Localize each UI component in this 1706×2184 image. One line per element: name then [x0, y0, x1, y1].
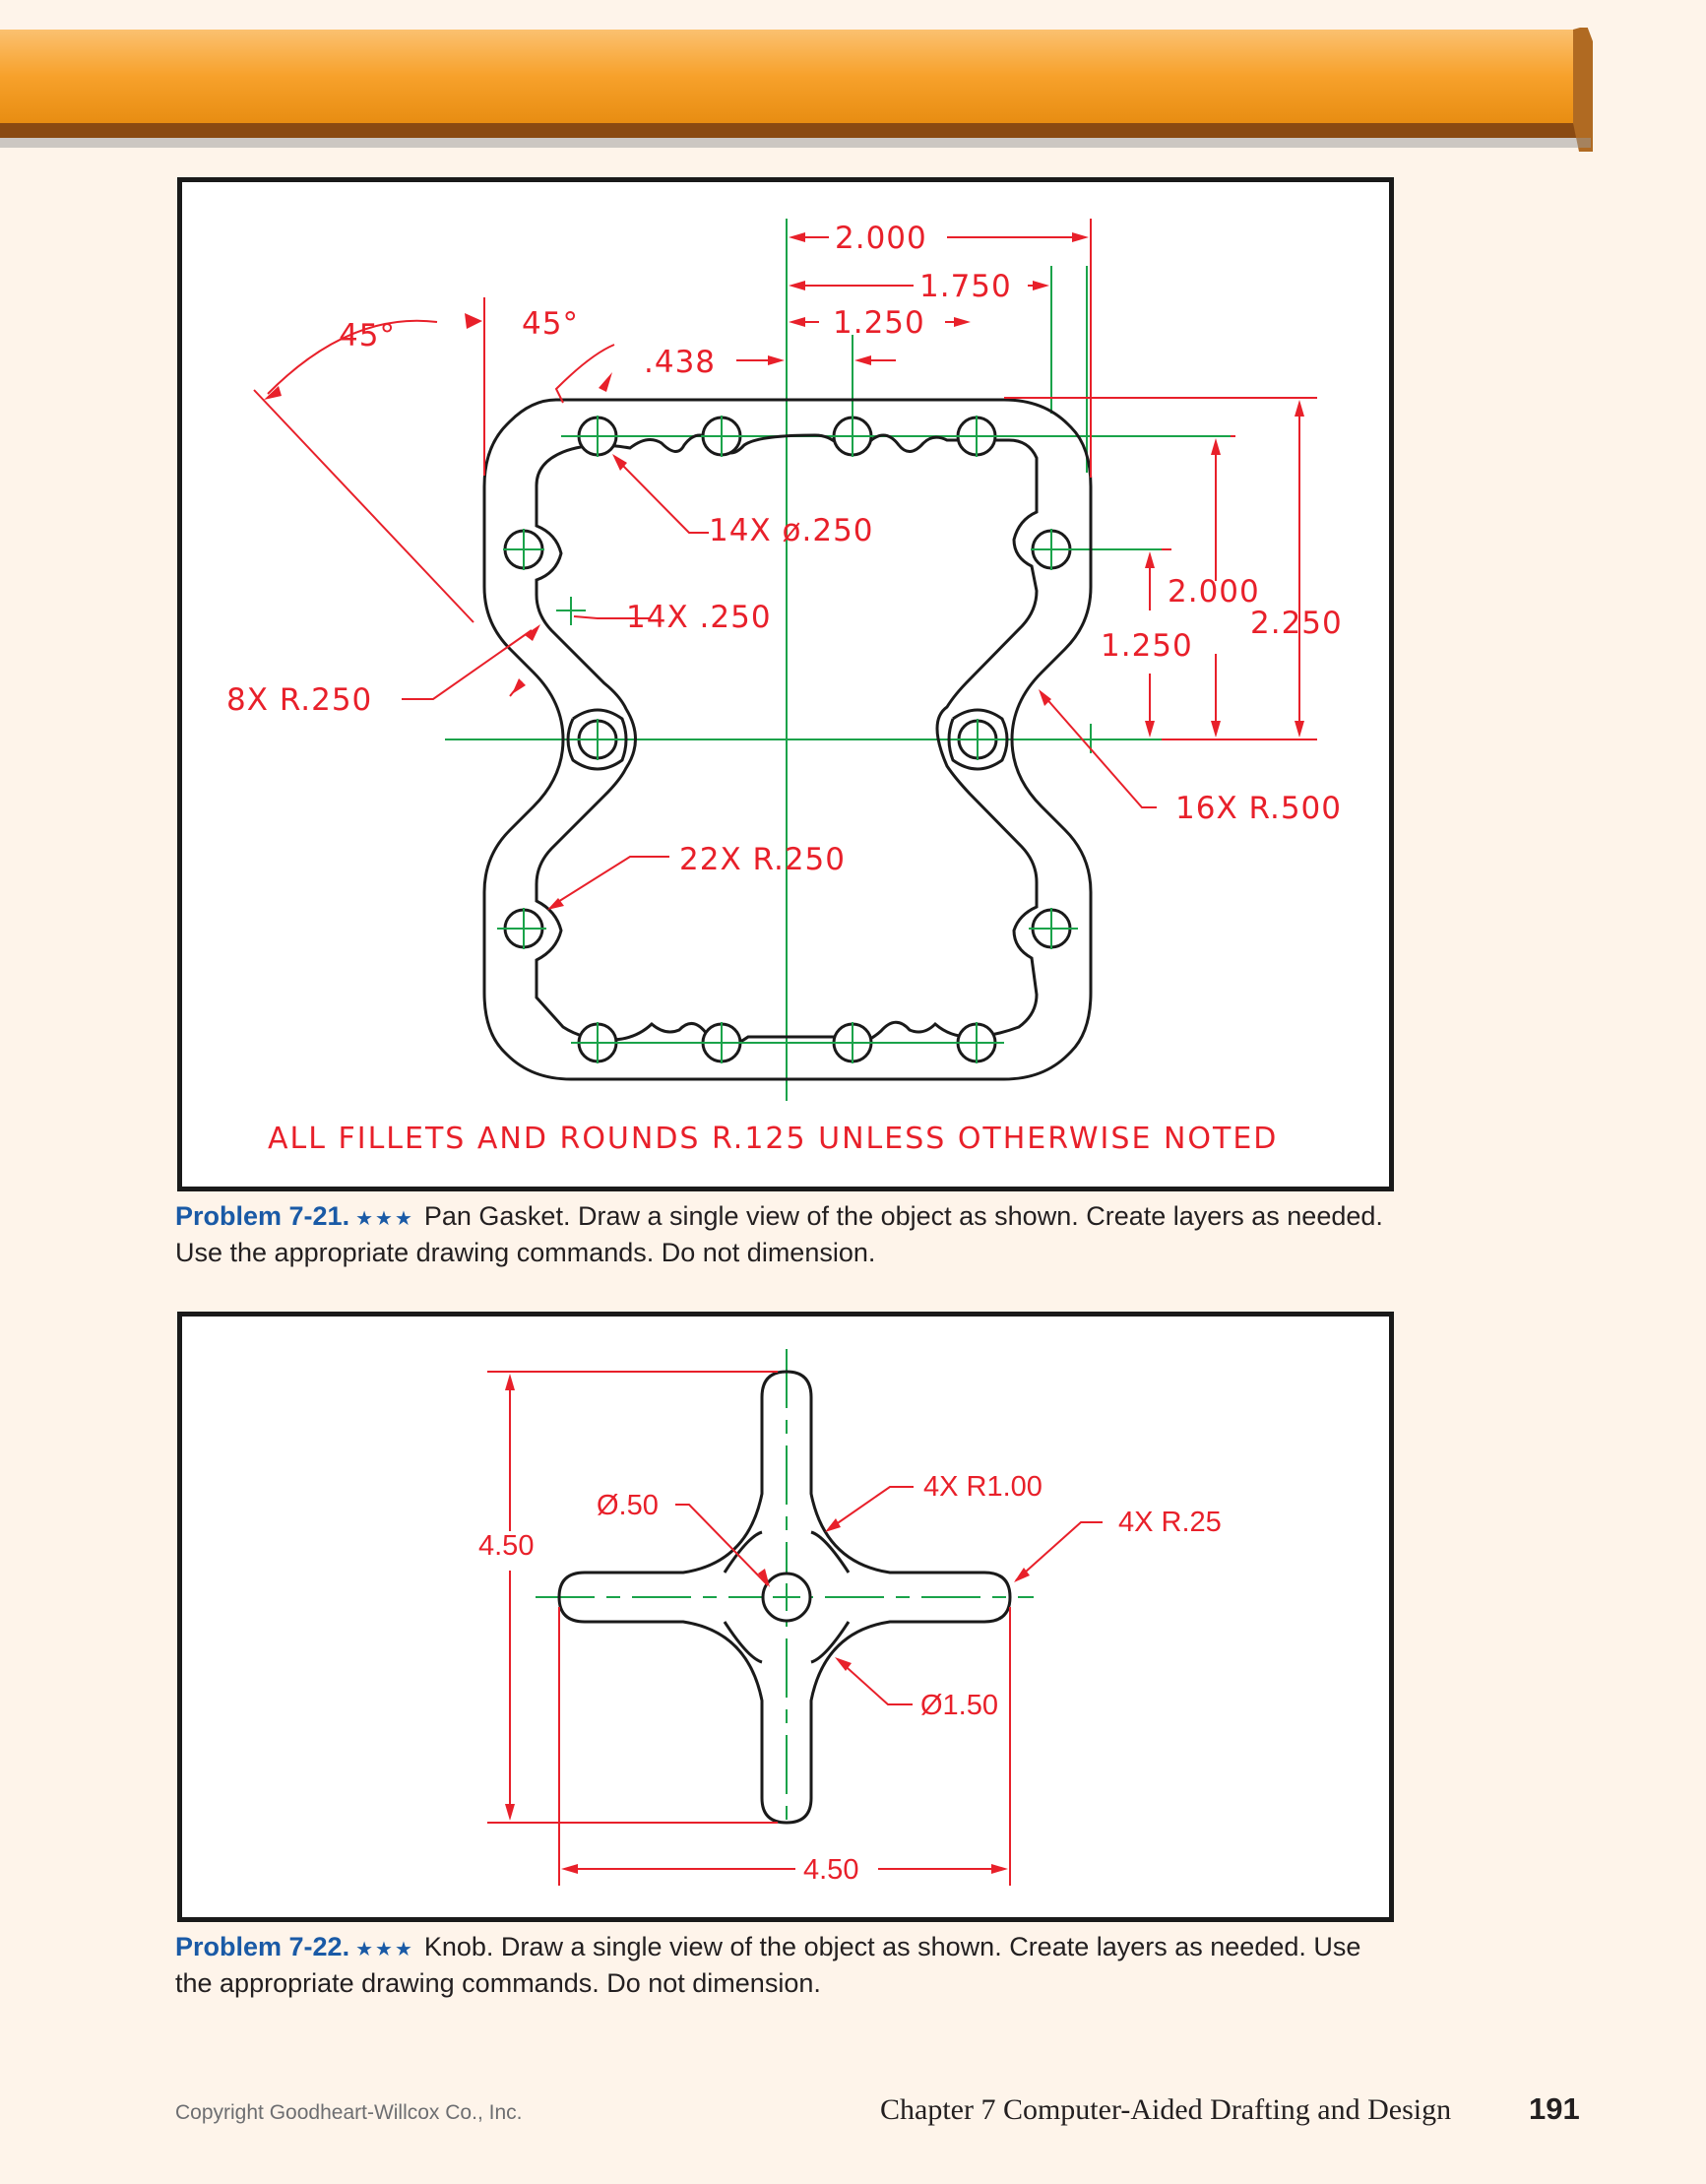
dim-knob-height: 4.50	[478, 1530, 535, 1562]
difficulty-stars-icon: ★★★	[355, 1939, 414, 1960]
dim-438: .438	[644, 345, 717, 380]
page-number: 191	[1529, 2091, 1580, 2126]
difficulty-stars-icon: ★★★	[355, 1208, 414, 1230]
dim-2000-top: 2.000	[835, 221, 927, 256]
dim-large-fillet: 4X R1.00	[923, 1471, 1043, 1503]
dim-22x-radius: 22X R.250	[679, 842, 846, 877]
dim-holes: 14X ø.250	[709, 513, 874, 548]
general-note: ALL FILLETS AND ROUNDS R.125 UNLESS OTHERWISE NOTED	[268, 1122, 1279, 1156]
dim-center-hole: Ø.50	[597, 1490, 659, 1521]
dim-small-round: 4X R.25	[1118, 1507, 1222, 1538]
footer-chapter-title: Chapter 7 Computer-Aided Drafting and Design	[880, 2093, 1452, 2126]
problem-label: Problem 7-22.	[175, 1932, 350, 1961]
figure-knob	[177, 1312, 1394, 1922]
footer-copyright: Copyright Goodheart-Willcox Co., Inc.	[175, 2101, 523, 2124]
dimension-lines	[487, 1372, 1103, 1886]
figure-pan-gasket	[177, 177, 1394, 1191]
dim-1750: 1.750	[919, 269, 1012, 304]
dim-1250-right: 1.250	[1101, 628, 1193, 664]
caption-problem-7-22	[175, 1930, 1396, 2000]
dim-8x-radius: 8X R.250	[226, 682, 373, 718]
dim-hub: Ø1.50	[920, 1690, 998, 1721]
arrowheads	[505, 1374, 1030, 1874]
dim-angle-right: 45°	[522, 306, 579, 342]
gasket-drawing	[182, 182, 1389, 1187]
chapter-banner	[0, 28, 1595, 156]
problem-label: Problem 7-21.	[175, 1201, 350, 1231]
caption-problem-7-21	[175, 1199, 1396, 1269]
dim-2250: 2.250	[1250, 606, 1343, 641]
dim-16x-radius: 16X R.500	[1175, 791, 1342, 826]
dim-hole-centers: 14X .250	[626, 600, 772, 635]
dim-knob-width: 4.50	[803, 1854, 859, 1886]
dim-2000-right: 2.000	[1168, 574, 1260, 610]
knob-drawing	[182, 1317, 1389, 1917]
dim-1250-top: 1.250	[833, 305, 925, 341]
dim-angle-left: 45°	[339, 318, 396, 353]
caption-text: Knob. Draw a single view of the object as shown. Create layers as needed. Use the appropriate drawing commands. Do not dimension.	[175, 1932, 1361, 1998]
caption-text: Pan Gasket. Draw a single view of the object as shown. Create layers as needed. Use the appropriate drawing commands. Do not dimension.	[175, 1201, 1383, 1267]
